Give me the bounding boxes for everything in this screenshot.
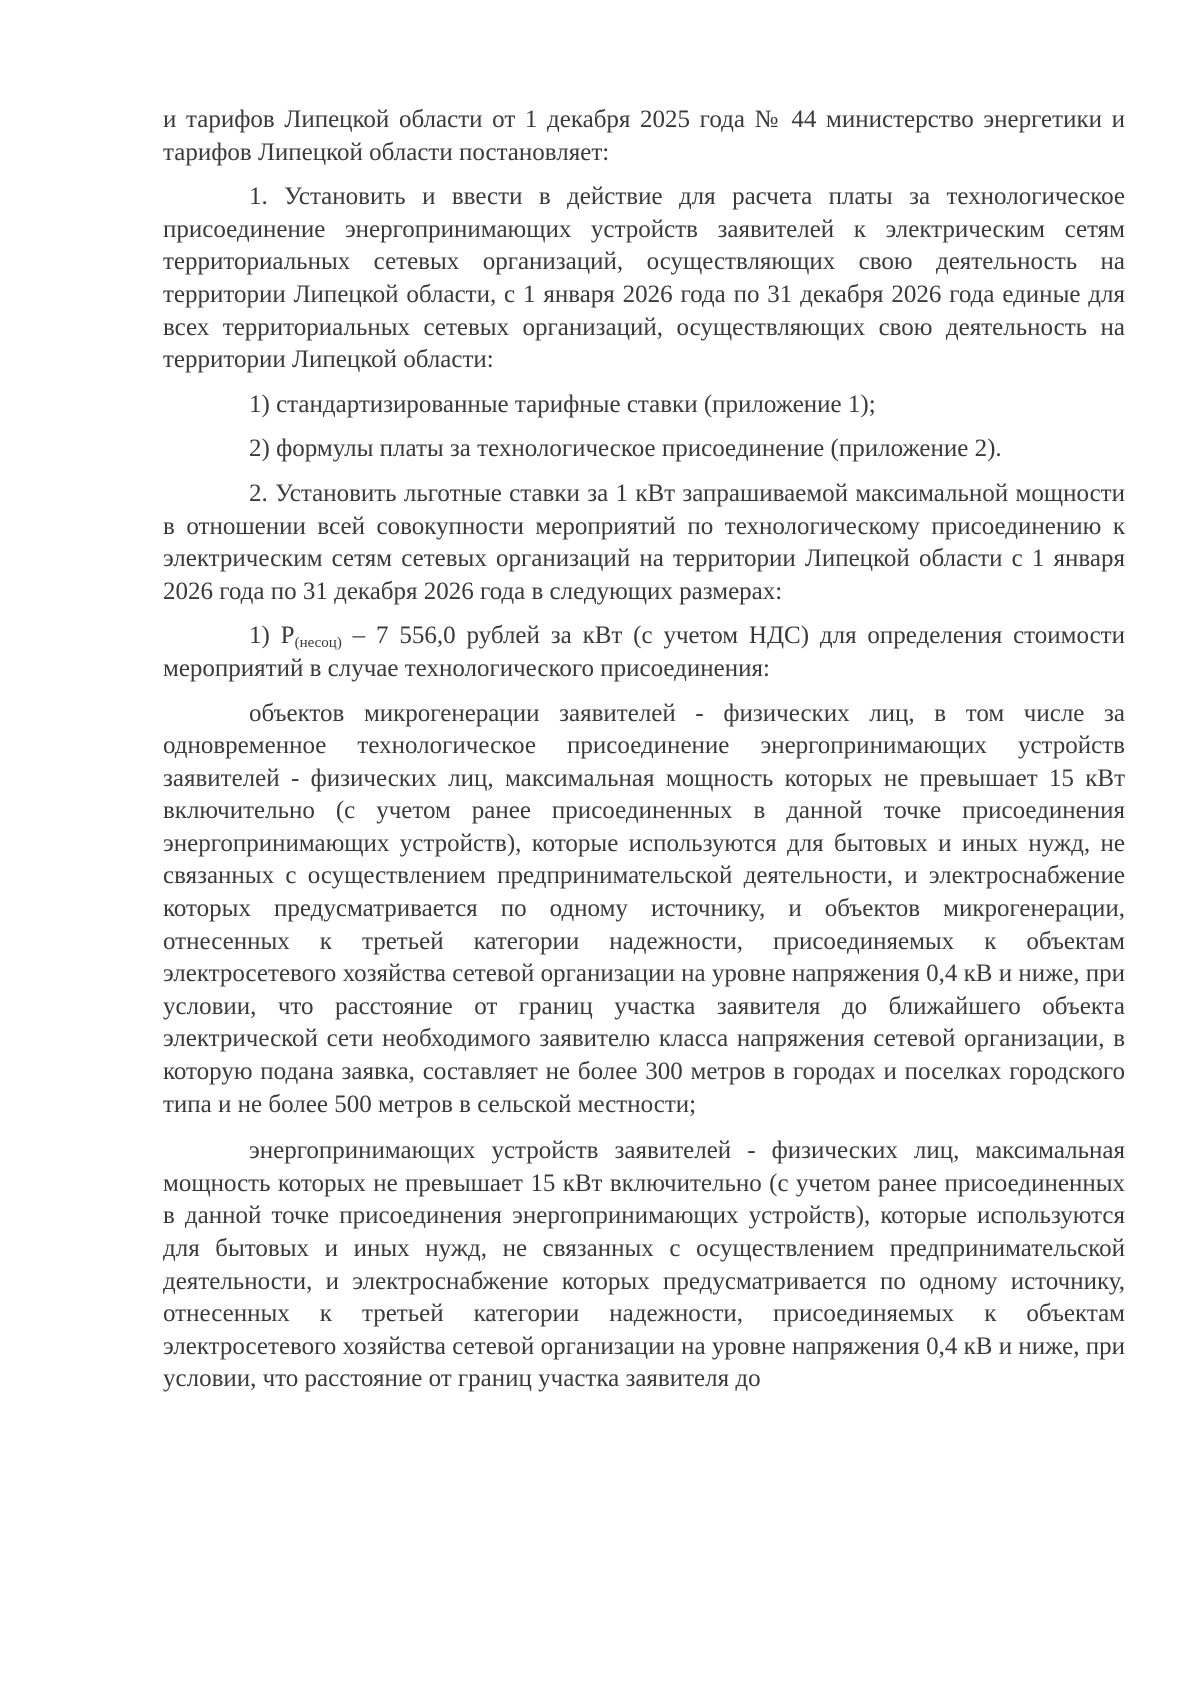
paragraph-item-2-1 (163, 620, 1125, 685)
paragraph-preamble-end: и тарифов Липецкой области от 1 декабря 2025 года № 44 министерство энергетики и тарифов Липецкой области постановляет: (163, 106, 1125, 166)
rate-description: – 7 556,0 рублей за кВт (с учетом НДС) для определения стоимости мероприятий в случае технологического присоединения: (163, 622, 1125, 682)
rate-subscript: (несоц) (294, 635, 342, 652)
paragraph-energy-receivers: энергопринимающих устройств заявителей - физических лиц, максимальная мощность которых не превышает 15 кВт включительно (с учетом ранее присоединенных в данной точке присоединения энергопринимающих устройств), которые используются для бытовых и иных нужд, не связанных с осуществлением предпринимательской деятельности, и электроснабжение которых предусматривается по одному источнику, отнесенных к третьей категории надежности, присоединяемых к объектам электросетевого хозяйства сетевой организации на уровне напряжения 0,4 кВ и ниже, при условии, что расстояние от границ участка заявителя до (163, 1137, 1125, 1393)
paragraph-clause-2: 2. Установить льготные ставки за 1 кВт запрашиваемой максимальной мощности в отношении всей совокупности мероприятий по технологическому присоединению к электрическим сетям сетевых организаций на территории Липецкой области с 1 января 2026 года по 31 декабря 2026 года в следующих размерах: (163, 479, 1125, 605)
document-body (163, 104, 1125, 1396)
paragraph-clause-1: 1. Установить и ввести в действие для расчета платы за технологическое присоединение энергопринимающих устройств заявителей к электрическим сетям территориальных сетевых организаций, осуществляющих свою деятельность на территории Липецкой области, с 1 января 2026 года по 31 декабря 2026 года единые для всех территориальных сетевых организаций, осуществляющих свою деятельность на территории Липецкой области: (163, 183, 1125, 374)
paragraph-item-1-1: 1) стандартизированные тарифные ставки (приложение 1); (249, 390, 876, 418)
rate-symbol: 1) P (249, 622, 295, 650)
paragraph-microgeneration: объектов микрогенерации заявителей - физических лиц, в том числе за одновременное технологическое присоединение энергопринимающих устройств заявителей - физических лиц, максимальная мощность которых не превышает 15 кВт включительно (с учетом ранее присоединенных в данной точке присоединения энергопринимающих устройств), которые используются для бытовых и иных нужд, не связанных с осуществлением предпринимательской деятельности, и электроснабжение которых предусматривается по одному источнику, и объектов микрогенерации, отнесенных к третьей категории надежности, присоединяемых к объектам электросетевого хозяйства сетевой организации на уровне напряжения 0,4 кВ и ниже, при условии, что расстояние от границ участка заявителя до ближайшего объекта электрической сети необходимого заявителю класса напряжения сетевой организации, в которую подана заявка, составляет не более 300 метров в городах и поселках городского типа и не более 500 метров в сельской местности; (163, 699, 1125, 1118)
paragraph-item-1-2: 2) формулы платы за технологическое присоединение (приложение 2). (249, 435, 1002, 463)
